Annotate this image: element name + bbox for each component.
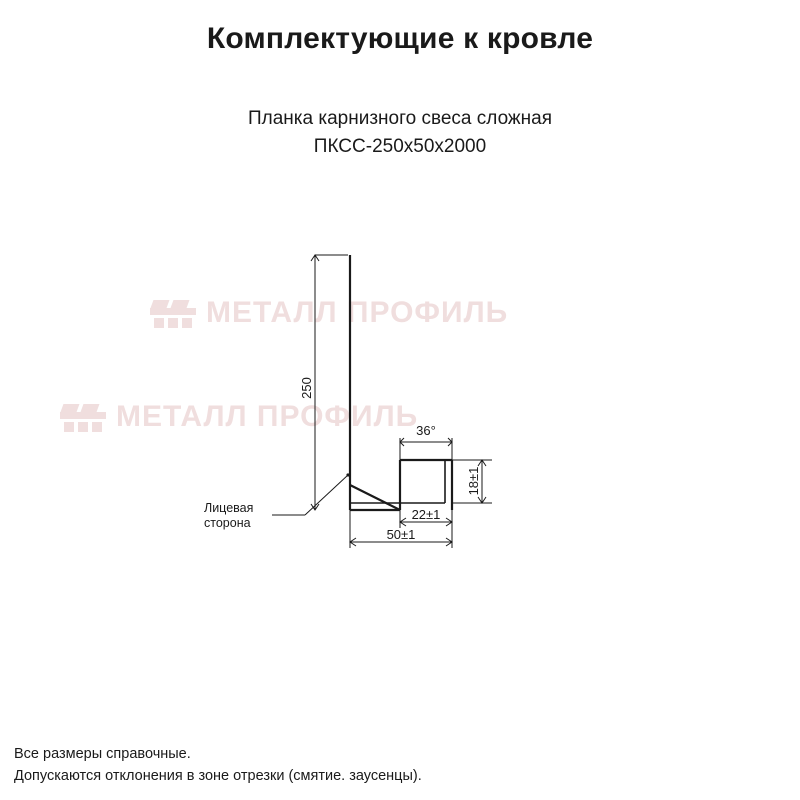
face-side-label-line1: Лицевая	[204, 501, 254, 515]
dim-flange-height-label: 18±1	[466, 466, 481, 496]
face-side-leader	[272, 473, 350, 515]
technical-drawing	[100, 210, 720, 610]
dim-angle-label: 36°	[416, 423, 436, 438]
watermark-text: МЕТАЛЛ ПРОФИЛЬ	[116, 400, 419, 433]
dim-height-label: 250	[299, 377, 314, 399]
face-side-label-line2: сторона	[204, 516, 251, 530]
watermark-text: МЕТАЛЛ ПРОФИЛЬ	[206, 296, 509, 329]
dim-lip-width-label: 22±1	[411, 507, 441, 522]
dim-height-250	[311, 255, 348, 510]
page-title: Комплектующие к кровле	[206, 22, 594, 55]
dim-angle-leaders	[400, 438, 452, 460]
drawing-svg	[100, 210, 720, 610]
product-name: Планка карнизного свеса сложная	[248, 108, 552, 129]
footnote-tolerances: Допускаются отклонения в зоне отрезки (смятие. заусенцы).	[14, 768, 422, 784]
profile-outline	[350, 255, 400, 510]
product-code: ПКСС-250x50x2000	[313, 136, 487, 157]
diagonal-bend	[350, 485, 400, 510]
dim-base-width-label: 50±1	[386, 527, 416, 542]
footnote-dimensions: Все размеры справочные.	[14, 746, 191, 762]
